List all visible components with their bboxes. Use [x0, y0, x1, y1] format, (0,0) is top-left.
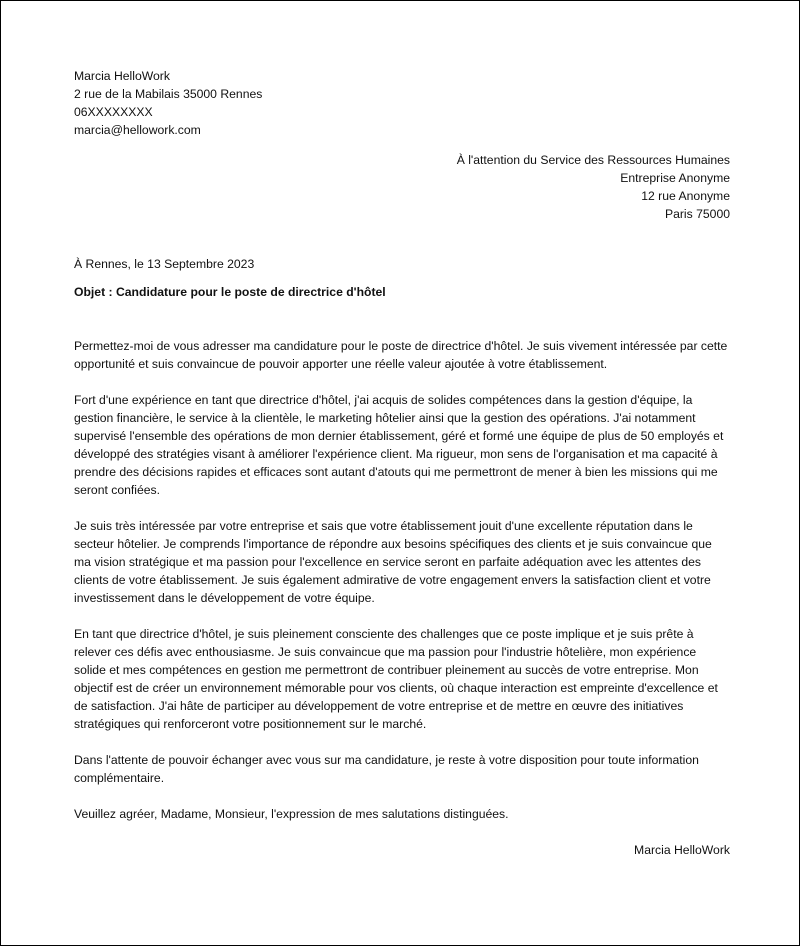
sender-address: 2 rue de la Mabilais 35000 Rennes — [74, 87, 263, 101]
date-line: À Rennes, le 13 Septembre 2023 — [74, 257, 255, 271]
signature: Marcia HelloWork — [634, 843, 730, 857]
recipient-street: 12 rue Anonyme — [641, 189, 730, 203]
paragraph-company-interest: Je suis très intéressée par votre entreprise et sais que votre établissement jouit d'une excellente réputation dans le secteur hôtelier. Je comprends l'importance de répondre aux besoins spécifiques des clients et je suis convaincue que ma vision stratégique et ma passion pour l'excellence en service seront en parfaite adéquation avec les attentes des clients de votre établissement. Je suis également admirative de votre engagement envers la satisfaction client et votre investissement dans le développement de votre équipe. — [74, 519, 712, 605]
sender-name: Marcia HelloWork — [74, 69, 170, 83]
letter-content — [74, 67, 730, 859]
recipient-attention: À l'attention du Service des Ressources Humaines — [456, 153, 730, 167]
paragraph-intro: Permettez-moi de vous adresser ma candidature pour le poste de directrice d'hôtel. Je suis vivement intéressée par cette opportunité et suis convaincue de pouvoir apporter une réelle valeur ajoutée à votre établissement. — [74, 339, 728, 371]
sender-email: marcia@hellowork.com — [74, 123, 201, 137]
letter-body — [74, 337, 730, 823]
recipient-company: Entreprise Anonyme — [620, 171, 730, 185]
paragraph-motivation: En tant que directrice d'hôtel, je suis pleinement consciente des challenges que ce poste implique et je suis prête à relever ces défis avec enthousiasme. Je suis convaincue que ma passion pour l'industrie hôtelière, mon expérience solide et mes compétences en gestion me permettront de contribuer pleinement au succès de votre entreprise. Mon objectif est de créer un environnement mémorable pour vos clients, où chaque interaction est empreinte d'excellence et de satisfaction. J'ai hâte de participer au développement de votre entreprise et de mettre en œuvre des initiatives stratégiques qui renforceront votre positionnement sur le marché. — [74, 627, 718, 731]
sender-phone: 06XXXXXXXX — [74, 105, 153, 119]
paragraph-availability: Dans l'attente de pouvoir échanger avec vous sur ma candidature, je reste à votre disposition pour toute information complémentaire. — [74, 753, 699, 785]
subject-line: Objet : Candidature pour le poste de directrice d'hôtel — [74, 285, 386, 299]
sender-block — [74, 67, 730, 139]
paragraph-experience: Fort d'une expérience en tant que directrice d'hôtel, j'ai acquis de solides compétences dans la gestion d'équipe, la gestion financière, le service à la clientèle, le marketing hôtelier ainsi que la gestion des opérations. J'ai notamment supervisé l'ensemble des opérations de mon dernier établissement, géré et formé une équipe de plus de 50 employés et développé des stratégies visant à améliorer l'expérience client. Ma rigueur, mon sens de l'organisation et ma capacité à prendre des décisions rapides et efficaces sont autant d'atouts qui me permettront de mener à bien les missions qui me seront confiées. — [74, 393, 724, 497]
recipient-block — [74, 151, 730, 223]
paragraph-closing: Veuillez agréer, Madame, Monsieur, l'expression de mes salutations distinguées. — [74, 807, 509, 821]
recipient-city: Paris 75000 — [664, 207, 730, 221]
